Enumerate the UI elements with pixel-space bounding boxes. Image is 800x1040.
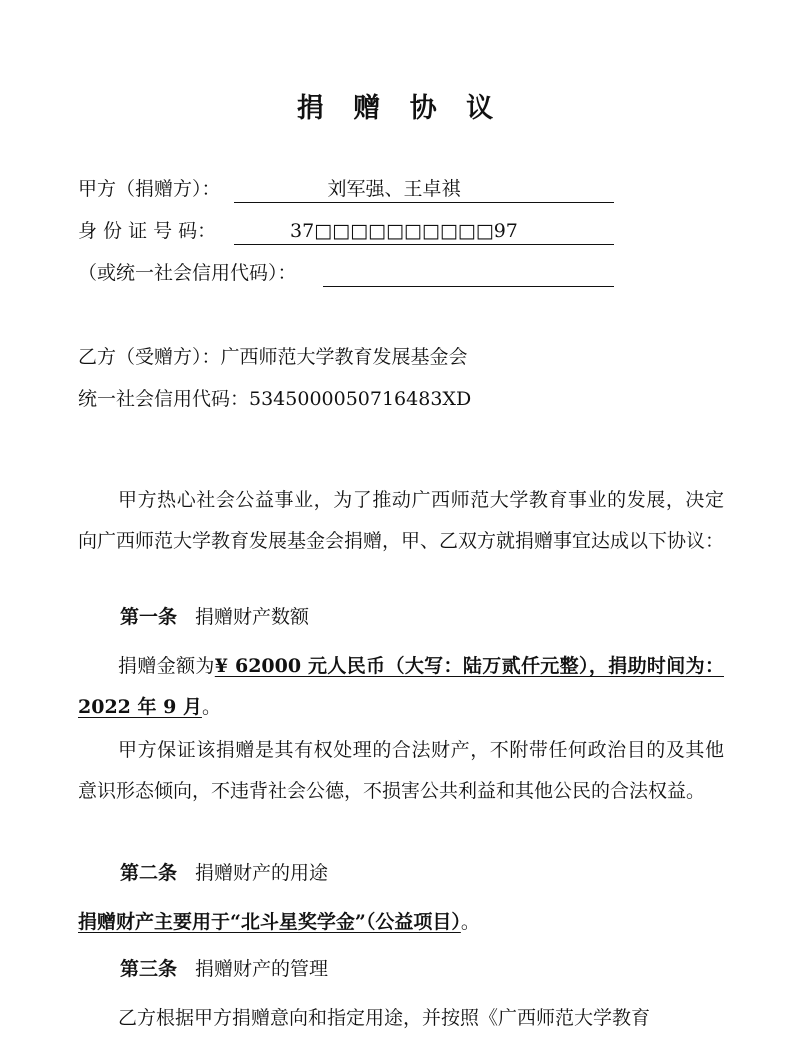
article-2-heading bbox=[120, 860, 328, 886]
article-1-title: 捐赠财产数额 bbox=[195, 606, 310, 628]
party-a-id-field bbox=[234, 218, 614, 245]
article-1-heading bbox=[120, 604, 309, 630]
party-a-name: 刘军强、王卓祺 bbox=[327, 178, 461, 200]
intro-paragraph: 甲方热心社会公益事业，为了推动广西师范大学教育事业的发展，决定向广西师范大学教育发展基金会捐赠，甲、乙双方就捐赠事宜达成以下协议： bbox=[78, 489, 725, 552]
purpose-text: 捐赠财产主要用于“北斗星奖学金”（公益项目） bbox=[78, 911, 461, 933]
amount-text: ¥ 62000 元人民币（大写：陆万贰仟元整），捐助时间为： 2022 年 9 月 bbox=[78, 655, 724, 718]
article-3-heading bbox=[120, 956, 328, 982]
article-3-title: 捐赠财产的管理 bbox=[195, 958, 329, 980]
party-b-line: 乙方（受赠方）：广西师范大学教育发展基金会 bbox=[78, 346, 468, 368]
article-2-purpose-paragraph bbox=[78, 902, 724, 943]
amount-suffix: 。 bbox=[201, 696, 221, 718]
article-1-guarantee-paragraph: 甲方保证该捐赠是其有权处理的合法财产，不附带任何政治目的及其他意识形态倾向，不违背社会公德，不损害公共利益和其他公民的合法权益。 bbox=[78, 739, 724, 802]
amount-prefix: 捐赠金额为 bbox=[118, 655, 215, 677]
article-1-amount-paragraph bbox=[78, 646, 724, 728]
article-1-number: 第一条 bbox=[120, 606, 178, 628]
party-a-name-field bbox=[234, 176, 614, 203]
document-title: 捐 赠 协 议 bbox=[296, 93, 504, 124]
article-2-number: 第二条 bbox=[120, 862, 178, 884]
purpose-suffix: 。 bbox=[460, 911, 480, 933]
article-2-title: 捐赠财产的用途 bbox=[195, 862, 329, 884]
article-3-number: 第三条 bbox=[120, 958, 178, 980]
party-a-id-value: 37□□□□□□□□□□97 bbox=[290, 220, 518, 242]
party-a-label: 甲方（捐赠方）： bbox=[78, 178, 221, 200]
party-a-id-label: 身 份 证 号 码： bbox=[78, 220, 217, 242]
party-b-credit-line: 统一社会信用代码：5345000050716483XD bbox=[78, 388, 472, 410]
party-a-credit-field bbox=[323, 260, 614, 287]
party-a-credit-label: （或统一社会信用代码）： bbox=[78, 262, 297, 284]
article-3-paragraph: 乙方根据甲方捐赠意向和指定用途，并按照《广西师范大学教育 bbox=[118, 1007, 651, 1029]
